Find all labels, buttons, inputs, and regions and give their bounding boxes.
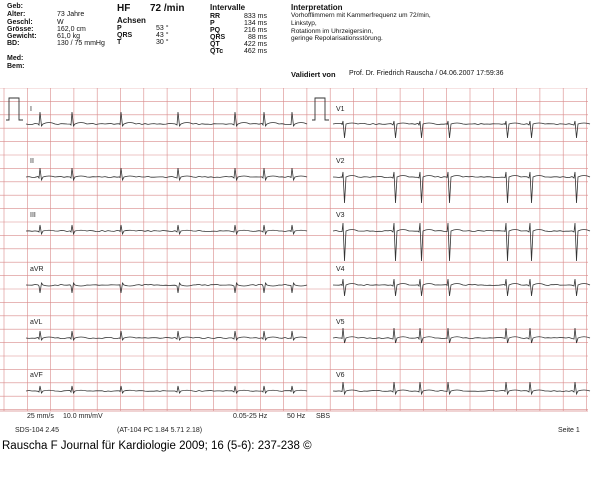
lead-label-v1: V1 <box>336 106 345 113</box>
lead-label-i: I <box>30 106 32 113</box>
patient-label-bp: BD: <box>7 40 20 47</box>
axis-value-qrs: 43 ° <box>156 32 169 39</box>
lead-label-avl: aVL <box>30 319 43 326</box>
ecg-trace-avr <box>26 283 307 293</box>
ecg-trace-avf <box>26 386 307 393</box>
ecg-grid <box>0 88 588 411</box>
interpretation-line: geringe Repolarisationsstörung. <box>291 35 383 42</box>
interval-label-qt: QT <box>210 41 220 48</box>
heart-rate-label: HF <box>117 3 131 14</box>
interval-value-rr: 833 ms <box>244 13 267 20</box>
device-id: SDS-104 2.45 <box>15 427 59 434</box>
ecg-trace-v6 <box>333 382 590 394</box>
interpretation-title: Interpretation <box>291 3 343 12</box>
interval-value-qrs: 88 ms <box>248 34 268 41</box>
patient-age: 73 Jahre <box>57 11 85 18</box>
patient-label-sex: Geschl: <box>7 19 33 26</box>
interval-value-qtc: 462 ms <box>244 48 267 55</box>
patient-bp: 130 / 75 mmHg <box>57 40 105 47</box>
patient-weight: 61,0 kg <box>57 33 80 40</box>
interval-label-rr: RR <box>210 13 221 20</box>
interpretation-line: Rotationm im Uhrzeigersinn, <box>291 28 374 35</box>
ecg-trace-v3 <box>333 223 590 261</box>
patient-label-age: Alter: <box>7 11 26 18</box>
ecg-trace-v2 <box>333 172 590 203</box>
lead-label-ii: II <box>30 158 34 165</box>
interval-label-qtc: QTc <box>210 48 224 55</box>
lead-label-avr: aVR <box>30 266 44 273</box>
lead-label-v3: V3 <box>336 212 345 219</box>
lead-label-iii: III <box>30 212 36 219</box>
page-number: Seite 1 <box>558 427 580 434</box>
ecg-trace-i <box>26 112 307 126</box>
citation-caption: Rauscha F Journal für Kardiologie 2009; 16 (5-6): 237-238 © <box>2 440 312 452</box>
patient-height: 162,0 cm <box>57 26 86 33</box>
gain: 10.0 mm/mV <box>63 413 103 420</box>
ecg-trace-v5 <box>333 328 590 343</box>
heart-rate-value: 72 /min <box>150 3 185 14</box>
patient-label-weight: Gewicht: <box>7 33 37 40</box>
intervals-title: Intervalle <box>210 3 246 12</box>
patient-label-height: Grösse: <box>7 26 34 33</box>
axis-label-qrs: QRS <box>117 32 133 39</box>
axis-label-t: T <box>117 39 122 46</box>
bem-label: Bem: <box>7 63 25 70</box>
interpretation-line: Linkstyp, <box>291 20 317 27</box>
sbs-label: SBS <box>316 413 331 420</box>
lead-label-v4: V4 <box>336 266 345 273</box>
interval-label-p: P <box>210 20 215 27</box>
interval-value-p: 134 ms <box>244 20 267 27</box>
ecg-trace-ii <box>26 168 307 180</box>
interval-label-qrs: QRS <box>210 34 226 41</box>
validated-label: Validiert von <box>291 70 336 79</box>
lead-label-v2: V2 <box>336 158 345 165</box>
patient-label-birth: Geb: <box>7 3 23 10</box>
ecg-trace-v4 <box>333 279 590 296</box>
interval-value-pq: 216 ms <box>244 27 267 34</box>
med-label: Med: <box>7 55 24 62</box>
axis-value-p: 53 ° <box>156 25 169 32</box>
axes-title: Achsen <box>117 16 146 25</box>
paper-speed: 25 mm/s <box>27 413 54 420</box>
filter: 0.05-25 Hz <box>233 413 268 420</box>
lead-label-v5: V5 <box>336 319 345 326</box>
validated-value: Prof. Dr. Friedrich Rauscha / 04.06.2007 17:59:36 <box>349 70 504 77</box>
ecg-trace-iii <box>26 225 307 234</box>
mains-filter: 50 Hz <box>287 413 306 420</box>
ecg-trace-avl <box>26 331 307 340</box>
ecg-strip <box>0 88 600 433</box>
software-version: (AT-104 PC 1.84 5.71 2.18) <box>117 427 203 434</box>
axis-value-t: 30 ° <box>156 39 169 46</box>
lead-label-v6: V6 <box>336 372 345 379</box>
interval-label-pq: PQ <box>210 27 221 34</box>
lead-label-avf: aVF <box>30 372 43 379</box>
interval-value-qt: 422 ms <box>244 41 267 48</box>
interpretation-line: Vorhofflimmern mit Kammerfrequenz um 72/min, <box>291 12 431 19</box>
ecg-trace-v1 <box>333 121 590 138</box>
ecg-traces <box>26 112 590 394</box>
patient-sex: W <box>57 19 64 26</box>
axis-label-p: P <box>117 25 122 32</box>
